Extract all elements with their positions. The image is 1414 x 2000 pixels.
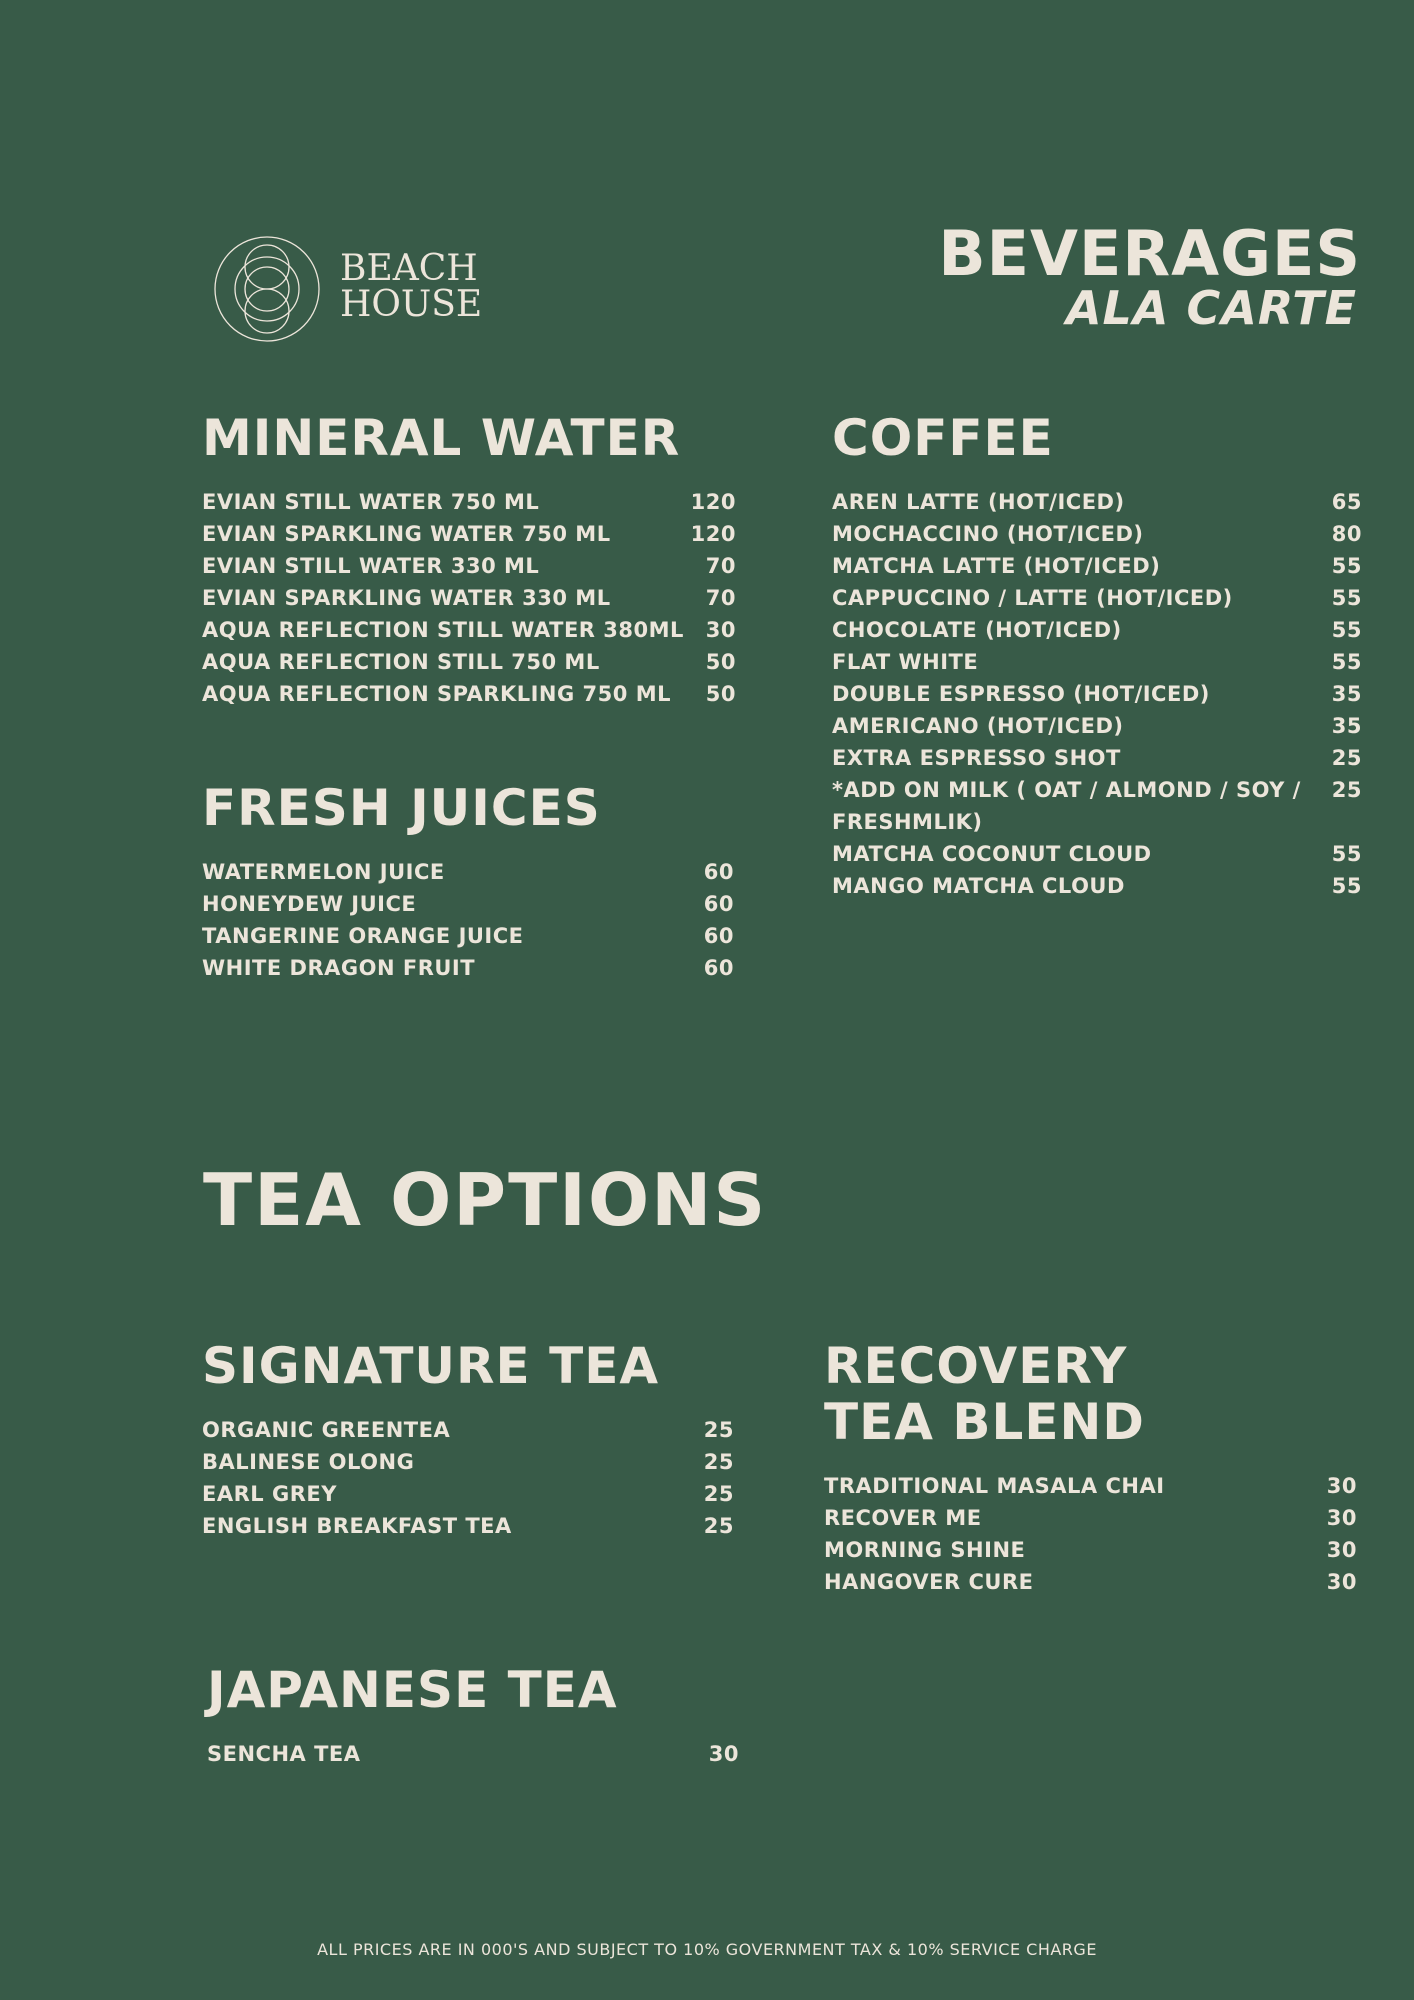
- menu-item-price: 25: [703, 1450, 734, 1474]
- menu-item: [824, 1566, 1357, 1598]
- menu-item-price: 30: [1326, 1538, 1357, 1562]
- section-title: COFFEE: [832, 409, 1054, 467]
- menu-item: [202, 1510, 734, 1542]
- beach-house-logo-icon: [212, 234, 322, 344]
- menu-item: [832, 710, 1362, 742]
- menu-item: [202, 550, 736, 582]
- menu-item-price: 60: [703, 956, 734, 980]
- menu-item-name: EVIAN STILL WATER 330 ML: [202, 554, 540, 578]
- menu-item-price: 55: [1331, 618, 1362, 642]
- page-title: BEVERAGES: [938, 217, 1361, 290]
- menu-item-price: 60: [703, 924, 734, 948]
- menu-item: [202, 518, 736, 550]
- menu-item-name: CAPPUCCINO / LATTE (HOT/ICED): [832, 586, 1233, 610]
- section-mineral-water: [202, 410, 736, 710]
- menu-item: [202, 486, 736, 518]
- menu-item: [202, 1446, 734, 1478]
- menu-item-name: MATCHA COCONUT CLOUD: [832, 842, 1152, 866]
- menu-item-name: EVIAN STILL WATER 750 ML: [202, 490, 540, 514]
- menu-item: [832, 550, 1362, 582]
- menu-item-price: 80: [1331, 522, 1362, 546]
- menu-item: [832, 646, 1362, 678]
- item-list: [832, 486, 1362, 902]
- menu-item-name: ORGANIC GREENTEA: [202, 1418, 451, 1442]
- menu-item-price: 30: [1326, 1506, 1357, 1530]
- menu-item-price: 25: [703, 1482, 734, 1506]
- menu-item-name: MORNING SHINE: [824, 1538, 1026, 1562]
- item-list: [824, 1470, 1357, 1598]
- menu-item-name: DOUBLE ESPRESSO (HOT/ICED): [832, 682, 1210, 706]
- menu-item-name: TRADITIONAL MASALA CHAI: [824, 1474, 1165, 1498]
- menu-item-price: 50: [705, 650, 736, 674]
- menu-item-name: HONEYDEW JUICE: [202, 892, 417, 916]
- menu-item-name: BALINESE OLONG: [202, 1450, 415, 1474]
- menu-item: [832, 582, 1362, 614]
- menu-item-price: 60: [703, 860, 734, 884]
- menu-item-name: FLAT WHITE: [832, 650, 979, 674]
- item-list: [202, 856, 734, 984]
- menu-item: [832, 486, 1362, 518]
- section-title: FRESH JUICES: [202, 779, 601, 837]
- menu-item-name: EARL GREY: [202, 1482, 337, 1506]
- menu-item: [832, 774, 1362, 838]
- menu-item: [202, 678, 736, 710]
- menu-item-name: ENGLISH BREAKFAST TEA: [202, 1514, 512, 1538]
- menu-item-price: 55: [1331, 554, 1362, 578]
- menu-item: [832, 838, 1362, 870]
- menu-item: [202, 1414, 734, 1446]
- menu-item: [832, 518, 1362, 550]
- menu-item: [824, 1534, 1357, 1566]
- menu-item-price: 55: [1331, 842, 1362, 866]
- section-title: MINERAL WATER: [202, 409, 681, 467]
- section-title: SIGNATURE TEA: [202, 1337, 660, 1395]
- menu-item-price: 55: [1331, 874, 1362, 898]
- menu-item-price: 65: [1331, 490, 1362, 514]
- menu-item: [202, 856, 734, 888]
- menu-item-price: 25: [703, 1514, 734, 1538]
- menu-item-name: RECOVER ME: [824, 1506, 982, 1530]
- brand-name-line1: BEACH: [340, 248, 478, 289]
- menu-item-price: 50: [705, 682, 736, 706]
- menu-item: [824, 1470, 1357, 1502]
- section-title: JAPANESE TEA: [207, 1661, 618, 1719]
- section-title-line1: RECOVERY: [824, 1337, 1128, 1395]
- footer-note: ALL PRICES ARE IN 000'S AND SUBJECT TO 10% GOVERNMENT TAX & 10% SERVICE CHARGE: [317, 1940, 1097, 1959]
- page-subtitle: ALA CARTE: [1065, 281, 1357, 335]
- tea-options-title: TEA OPTIONS: [203, 1158, 768, 1242]
- menu-item: [207, 1738, 739, 1770]
- menu-item-name: EXTRA ESPRESSO SHOT: [832, 746, 1121, 770]
- section-title-line2: TEA BLEND: [824, 1393, 1145, 1451]
- menu-item-price: 120: [690, 490, 736, 514]
- menu-item-name: MANGO MATCHA CLOUD: [832, 874, 1125, 898]
- menu-item-name: MOCHACCINO (HOT/ICED): [832, 522, 1144, 546]
- section-signature-tea: [202, 1338, 734, 1542]
- menu-item-name: AQUA REFLECTION STILL WATER 380ML: [202, 618, 684, 642]
- menu-item-name: AREN LATTE (HOT/ICED): [832, 490, 1125, 514]
- brand-logo: [212, 234, 483, 344]
- brand-name-line2: HOUSE: [340, 284, 483, 325]
- menu-item-price: 35: [1331, 714, 1362, 738]
- menu-item-price: 55: [1331, 586, 1362, 610]
- menu-item: [824, 1502, 1357, 1534]
- menu-item-price: 70: [705, 554, 736, 578]
- menu-item-price: 55: [1331, 650, 1362, 674]
- menu-item-price: 25: [1331, 778, 1362, 802]
- section-japanese-tea: [207, 1662, 739, 1770]
- menu-item-name: WATERMELON JUICE: [202, 860, 445, 884]
- menu-item-price: 30: [708, 1742, 739, 1766]
- menu-item-name: AMERICANO (HOT/ICED): [832, 714, 1124, 738]
- menu-item: [202, 646, 736, 678]
- section-fresh-juices: [202, 780, 734, 984]
- item-list: [207, 1738, 739, 1770]
- menu-item: [202, 920, 734, 952]
- menu-item: [202, 582, 736, 614]
- menu-item-name: MATCHA LATTE (HOT/ICED): [832, 554, 1161, 578]
- item-list: [202, 486, 736, 710]
- menu-item-price: 30: [1326, 1570, 1357, 1594]
- menu-item-price: 30: [705, 618, 736, 642]
- menu-item-price: 25: [703, 1418, 734, 1442]
- menu-item: [832, 742, 1362, 774]
- menu-item-price: 120: [690, 522, 736, 546]
- section-recovery-tea: [824, 1338, 1357, 1598]
- menu-item-name: *ADD ON MILK ( OAT / ALMOND / SOY / FRESHMLIK): [832, 778, 1301, 834]
- menu-item: [202, 952, 734, 984]
- menu-item: [202, 888, 734, 920]
- menu-item-name: HANGOVER CURE: [824, 1570, 1034, 1594]
- menu-item-name: SENCHA TEA: [207, 1742, 361, 1766]
- menu-item: [832, 678, 1362, 710]
- menu-item-price: 60: [703, 892, 734, 916]
- menu-item-name: WHITE DRAGON FRUIT: [202, 956, 476, 980]
- item-list: [202, 1414, 734, 1542]
- menu-item: [832, 614, 1362, 646]
- menu-item: [202, 1478, 734, 1510]
- menu-item-price: 35: [1331, 682, 1362, 706]
- section-coffee: [832, 410, 1362, 902]
- menu-item-name: EVIAN SPARKLING WATER 330 ML: [202, 586, 611, 610]
- menu-item-price: 25: [1331, 746, 1362, 770]
- menu-item-price: 70: [705, 586, 736, 610]
- menu-item: [202, 614, 736, 646]
- section-title: [824, 1338, 1357, 1450]
- menu-item-price: 30: [1326, 1474, 1357, 1498]
- menu-item-name: TANGERINE ORANGE JUICE: [202, 924, 524, 948]
- menu-item-name: AQUA REFLECTION SPARKLING 750 ML: [202, 682, 671, 706]
- menu-item: [832, 870, 1362, 902]
- brand-name: [340, 248, 483, 325]
- menu-item-name: EVIAN SPARKLING WATER 750 ML: [202, 522, 611, 546]
- menu-item-name: CHOCOLATE (HOT/ICED): [832, 618, 1122, 642]
- menu-item-name: AQUA REFLECTION STILL 750 ML: [202, 650, 600, 674]
